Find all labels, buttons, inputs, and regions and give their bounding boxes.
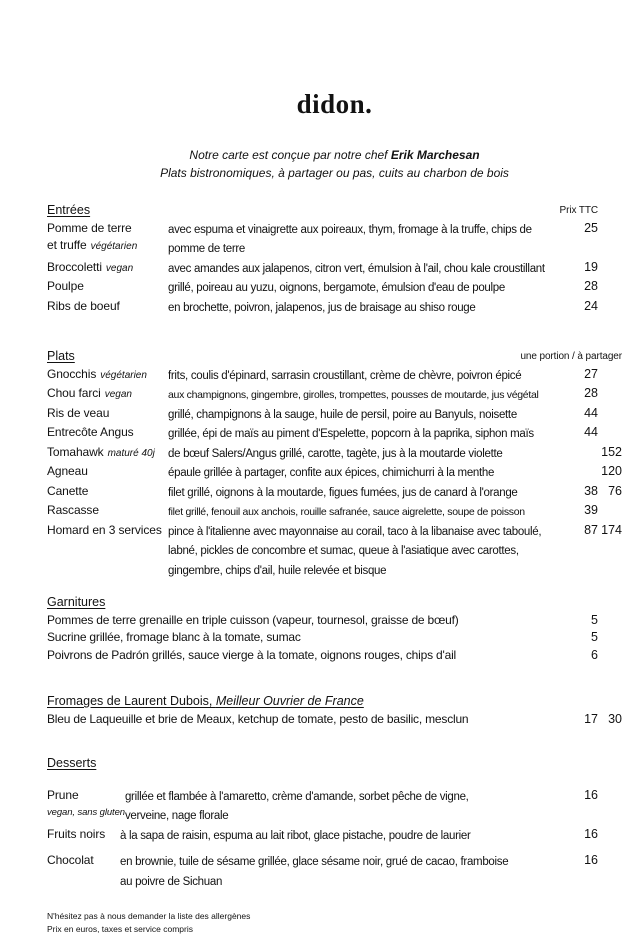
item-desc-line: à la sapa de raisin, espuma au lait ribot, glace pistache, poudre de laurier (120, 829, 471, 842)
menu-item-pomme-de-terre (47, 220, 622, 259)
item-name-line1: Pomme de terre (47, 220, 132, 235)
item-description (168, 444, 568, 464)
item-desc-line: aux champignons, gingembre, girolles, trompettes, pousses de moutarde, jus végétal (168, 389, 539, 401)
item-price: 44 (584, 425, 598, 439)
item-price-share: 30 (608, 711, 622, 726)
item-diet-tag: vegan (104, 389, 132, 400)
section-garnitures (47, 594, 622, 664)
item-name: Agneau (47, 464, 88, 478)
item-description: Sucrine grillée, fromage blanc à la tomate, sumac (47, 630, 301, 644)
menu-item-grenaille (47, 612, 622, 630)
section-fromages-heading (47, 693, 364, 711)
menu-intro (47, 146, 622, 182)
item-description (168, 259, 568, 279)
item-name (47, 366, 168, 385)
item-desc-line: grillée, épi de maïs au piment d'Espelette, popcorn à la paprika, siphon maïs (168, 428, 534, 440)
section-desserts (47, 755, 622, 891)
intro-line-2: Plats bistronomiques, à partager ou pas, cuits au charbon de bois (160, 166, 509, 180)
menu-item-broccoletti (47, 259, 622, 279)
item-price: 5 (591, 630, 598, 644)
menu-item-entrecote-angus (47, 424, 622, 444)
menu-item-fromages (47, 711, 622, 729)
menu-item-canette (47, 483, 622, 503)
item-diet-tag: végétarien (100, 369, 147, 381)
section-garnitures-heading: Garnitures (47, 595, 106, 609)
item-price: 19 (584, 259, 598, 274)
item-desc-line: avec amandes aux jalapenos, citron vert, émulsion à l'ail, chou kale croustillant (168, 262, 545, 275)
item-description (125, 787, 568, 826)
item-name (47, 787, 125, 822)
item-description: Pommes de terre grenaille en triple cuisson (vapeur, tournesol, graisse de bœuf) (47, 612, 459, 627)
item-name: Ris de veau (47, 405, 110, 420)
menu-item-sucrine (47, 629, 622, 647)
item-desc-line: de bœuf Salers/Angus grillé, carotte, tagète, jus à la moutarde violette (168, 447, 503, 460)
item-price: 5 (591, 612, 598, 627)
section-garnitures-header (47, 594, 622, 612)
chef-name: Erik Marchesan (390, 148, 480, 162)
item-desc-line: grillé, poireau au yuzu, oignons, bergamote, émulsion d'eau de poulpe (168, 282, 505, 294)
item-price: 16 (584, 787, 598, 802)
item-desc-line: pince à l'italienne avec mayonnaise au corail, taco à la libanaise avec taboulé, (168, 525, 542, 538)
item-name (47, 444, 168, 463)
item-description (120, 852, 568, 891)
item-description (168, 366, 568, 386)
item-name: Chocolat (47, 853, 94, 867)
item-price: 16 (584, 853, 598, 867)
item-price: 16 (584, 826, 598, 841)
item-description: Bleu de Laqueuille et brie de Meaux, ketchup de tomate, pesto de basilic, mesclun (47, 711, 469, 726)
item-desc-line: filet grillé, fenouil aux anchois, rouille safranée, sauce aigrelette, soupe de poisson (168, 506, 525, 518)
menu-item-tomahawk (47, 444, 622, 464)
item-price: 24 (584, 298, 598, 313)
menu-item-prune (47, 787, 622, 826)
item-desc-line: gingembre, chips d'ail, huile relevée et bisque (168, 564, 387, 577)
item-price: 39 (584, 503, 598, 517)
restaurant-logo: didon. (296, 89, 373, 119)
item-price: 38 (584, 483, 598, 498)
item-price: 28 (584, 279, 598, 293)
item-desc-line: labné, pickles de concombre et sumac, queue à l'asiatique avec carottes, (168, 545, 519, 557)
item-price-share: 174 (601, 522, 622, 537)
item-diet-tag: végétarien (90, 241, 138, 252)
fromages-heading-award: Meilleur Ouvrier de France (215, 694, 364, 708)
item-desc-line: avec espuma et vinaigrette aux poireaux, thym, fromage à la truffe, chips de (168, 223, 532, 236)
item-description (120, 826, 568, 846)
section-plats-heading: Plats (47, 349, 75, 363)
menu-item-fruits-noirs (47, 826, 622, 846)
item-desc-line: verveine, nage florale (124, 810, 229, 822)
item-description (168, 405, 568, 425)
section-entrees (47, 202, 622, 317)
menu-item-chocolat (47, 852, 622, 891)
item-name: Rascasse (47, 503, 99, 517)
section-plats-header (47, 348, 622, 366)
section-desserts-header (47, 755, 622, 773)
item-name (47, 220, 168, 256)
desserts-items (47, 787, 622, 892)
item-name-line2-text: et truffe (47, 238, 87, 252)
menu-footer (47, 910, 622, 936)
item-name (47, 259, 168, 278)
item-name-text: Broccoletti (47, 259, 102, 274)
section-desserts-heading: Desserts (47, 756, 97, 770)
item-desc-line: grillée et flambée à l'amaretto, crème d'amande, sorbet pêche de vigne, (124, 790, 469, 803)
item-desc-line: en brownie, tuile de sésame grillée, glace sésame noir, grué de cacao, framboise (120, 856, 509, 868)
item-price-share: 120 (601, 464, 622, 478)
menu-item-rascasse (47, 502, 622, 522)
section-fromages (47, 693, 622, 728)
item-name: Homard en 3 services (47, 522, 162, 537)
item-name: Poulpe (47, 279, 84, 293)
item-desc-line: grillé, champignons à la sauge, huile de persil, poire au Banyuls, noisette (168, 408, 517, 421)
item-description (168, 522, 568, 581)
section-plats (47, 348, 622, 580)
menu-item-agneau (47, 463, 622, 483)
section-entrees-heading: Entrées (47, 203, 91, 217)
item-price: 25 (584, 220, 598, 235)
item-description (168, 220, 568, 259)
menu-item-ribs-de-boeuf (47, 298, 622, 318)
item-price: 27 (584, 366, 598, 381)
item-description (168, 502, 568, 522)
item-description: Poivrons de Padrón grillés, sauce vierge à la tomate, oignons rouges, chips d'ail (47, 647, 456, 662)
item-desc-line: frits, coulis d'épinard, sarrasin croustillant, crème de chèvre, poivron épicé (168, 369, 522, 382)
section-entrees-header (47, 202, 622, 220)
item-price: 6 (591, 647, 598, 662)
item-description (168, 298, 568, 318)
item-desc-line: en brochette, poivron, jalapenos, jus de braisage au shiso rouge (168, 301, 476, 314)
menu-item-homard (47, 522, 622, 581)
item-description (168, 483, 568, 503)
item-name-text: Chou farci (47, 386, 101, 400)
section-fromages-header (47, 693, 622, 711)
item-name: Ribs de boeuf (47, 298, 120, 313)
item-name: Entrecôte Angus (47, 425, 134, 439)
item-description (168, 278, 568, 298)
item-desc-line: au poivre de Sichuan (120, 875, 223, 888)
item-price-share: 76 (608, 483, 622, 498)
fromages-heading-text: Fromages de Laurent Dubois, (47, 694, 216, 708)
item-description (168, 424, 568, 444)
menu-item-poulpe (47, 278, 622, 298)
item-price: 17 (584, 711, 598, 726)
allergens-note: N'hésitez pas à nous demander la liste des allergènes (47, 911, 251, 921)
intro-prefix: Notre carte est conçue par notre chef (189, 148, 391, 162)
menu-item-ris-de-veau (47, 405, 622, 425)
price-note: Prix en euros, taxes et service compris (47, 924, 193, 934)
entrees-price-label: Prix TTC (559, 205, 598, 216)
menu-item-gnocchis (47, 366, 622, 386)
menu-item-chou-farci (47, 385, 622, 405)
item-name: Canette (47, 483, 89, 498)
item-desc-line: épaule grillée à partager, confite aux épices, chimichurri à la menthe (168, 467, 495, 479)
item-price: 44 (584, 405, 598, 420)
item-price: 28 (584, 386, 598, 400)
item-diet-tag: vegan (105, 262, 134, 274)
item-name: Fruits noirs (47, 826, 106, 841)
item-aging-tag: maturé 40j (107, 447, 155, 459)
item-name-text: Tomahawk (47, 444, 104, 459)
item-name-line2 (47, 237, 168, 256)
item-description (168, 463, 568, 483)
item-name (47, 385, 168, 404)
item-diet-tag: vegan, sans gluten (47, 807, 125, 818)
plats-price-label: une portion / à partager (520, 351, 622, 362)
item-name-text: Gnocchis (47, 366, 97, 381)
item-name-text: Prune (47, 787, 79, 802)
item-desc-line: filet grillé, oignons à la moutarde, figues fumées, jus de canard à l'orange (168, 486, 518, 499)
item-price: 87 (584, 522, 598, 537)
item-price-share: 152 (601, 444, 622, 459)
item-description (168, 385, 568, 405)
item-desc-line: pomme de terre (168, 243, 245, 255)
intro-line-1 (47, 146, 622, 164)
menu-item-padron (47, 647, 622, 665)
